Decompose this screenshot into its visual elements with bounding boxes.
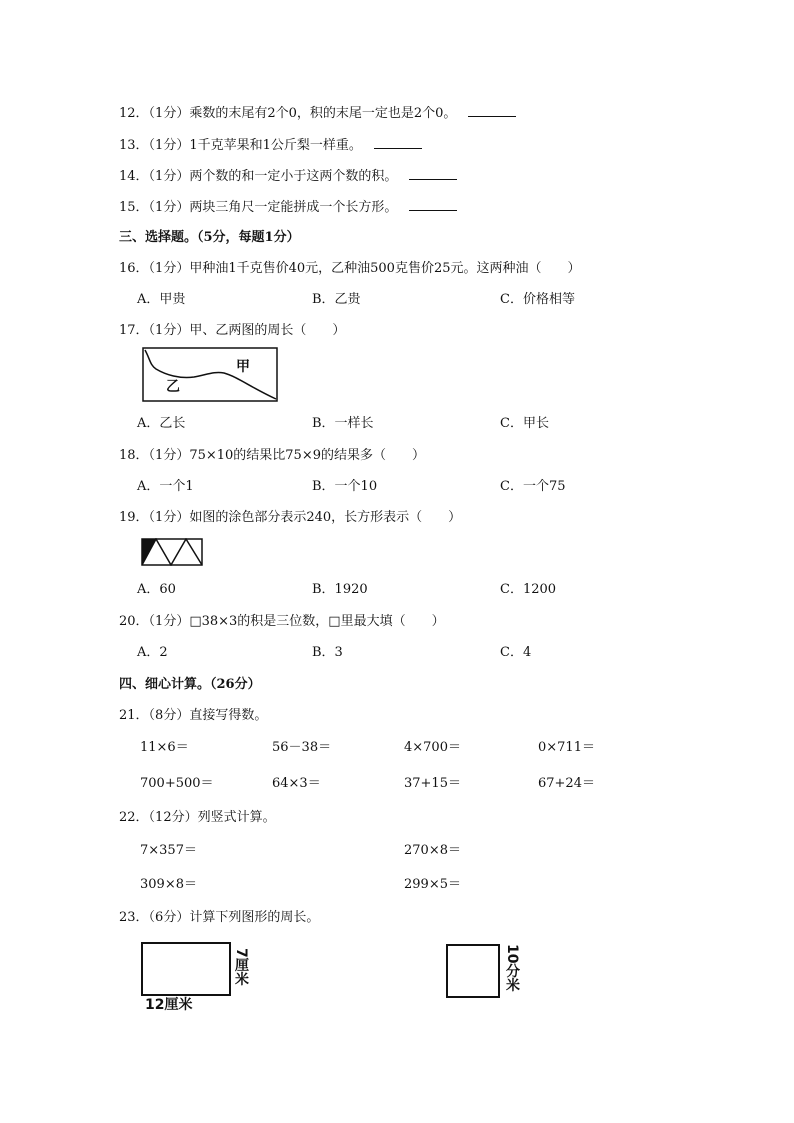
q20-option-b[interactable]: B．3: [312, 645, 343, 660]
q19-option-a[interactable]: A．60: [137, 582, 176, 597]
vertical-calc-item: 299×5＝: [404, 877, 461, 892]
q17-option-c[interactable]: C．甲长: [500, 416, 549, 431]
q17-option-a[interactable]: A．乙长: [137, 416, 186, 431]
vertical-calc-item: 270×8＝: [404, 843, 461, 858]
square-side-label: 10分米: [504, 944, 520, 992]
question-17: 17．（1分）甲、乙两图的周长（ ）: [119, 323, 346, 338]
q18-option-c[interactable]: C．一个75: [500, 479, 566, 494]
question-12: 12．（1分）乘数的末尾有2个0，积的末尾一定也是2个0。: [119, 104, 516, 122]
question-16: 16．（1分）甲种油1千克售价40元，乙种油500克售价25元。这两种油（ ）: [119, 261, 581, 276]
figure-label-yi: 乙: [166, 379, 180, 395]
calc-item: 0×711＝: [538, 740, 595, 755]
answer-blank[interactable]: [374, 136, 422, 149]
question-14: 14．（1分）两个数的和一定小于这两个数的积。: [119, 167, 457, 185]
question-18: 18．（1分）75×10的结果比75×9的结果多（ ）: [119, 448, 425, 463]
calc-item: 67+24＝: [538, 776, 595, 791]
section-4-heading: 四、细心计算。（26分）: [119, 677, 261, 692]
q20-option-c[interactable]: C．4: [500, 645, 532, 660]
answer-blank[interactable]: [409, 167, 457, 180]
question-22: 22．（12分）列竖式计算。: [119, 810, 276, 825]
question-23: 23．（6分）计算下列图形的周长。: [119, 910, 320, 925]
figure-label-jia: 甲: [236, 359, 250, 375]
q16-option-b[interactable]: B．乙贵: [312, 292, 361, 307]
shaded-rectangle-figure: [141, 538, 203, 566]
rectangle-width-label: 12厘米: [145, 997, 193, 1013]
rectangle-height-label: 7厘米: [233, 948, 249, 986]
q19-option-b[interactable]: B．1920: [312, 582, 368, 597]
calc-item: 64×3＝: [272, 776, 321, 791]
q20-option-a[interactable]: A．2: [137, 645, 168, 660]
question-21: 21．（8分）直接写得数。: [119, 708, 268, 723]
calc-item: 4×700＝: [404, 740, 461, 755]
q19-option-c[interactable]: C．1200: [500, 582, 557, 597]
answer-blank[interactable]: [468, 104, 516, 117]
vertical-calc-item: 7×357＝: [140, 843, 197, 858]
answer-blank[interactable]: [409, 198, 457, 211]
calc-item: 700+500＝: [140, 776, 214, 791]
q18-option-a[interactable]: A．一个1: [137, 479, 194, 494]
vertical-calc-item: 309×8＝: [140, 877, 197, 892]
question-20: 20．（1分）□38×3的积是三位数，□里最大填（ ）: [119, 614, 445, 629]
q18-option-b[interactable]: B．一个10: [312, 479, 378, 494]
perimeter-figure: [142, 347, 278, 402]
question-19: 19．（1分）如图的涂色部分表示240，长方形表示（ ）: [119, 510, 462, 525]
calc-item: 11×6＝: [140, 740, 189, 755]
question-13: 13．（1分）1千克苹果和1公斤梨一样重。: [119, 136, 422, 154]
section-3-heading: 三、选择题。（5分，每题1分）: [119, 230, 300, 245]
calc-item: 56－38＝: [272, 740, 332, 755]
q16-option-a[interactable]: A．甲贵: [137, 292, 186, 307]
square-figure: [446, 944, 500, 998]
calc-item: 37+15＝: [404, 776, 461, 791]
rectangle-figure: [141, 942, 231, 996]
q16-option-c[interactable]: C．价格相等: [500, 292, 575, 307]
question-15: 15．（1分）两块三角尺一定能拼成一个长方形。: [119, 198, 457, 216]
q17-option-b[interactable]: B．一样长: [312, 416, 374, 431]
